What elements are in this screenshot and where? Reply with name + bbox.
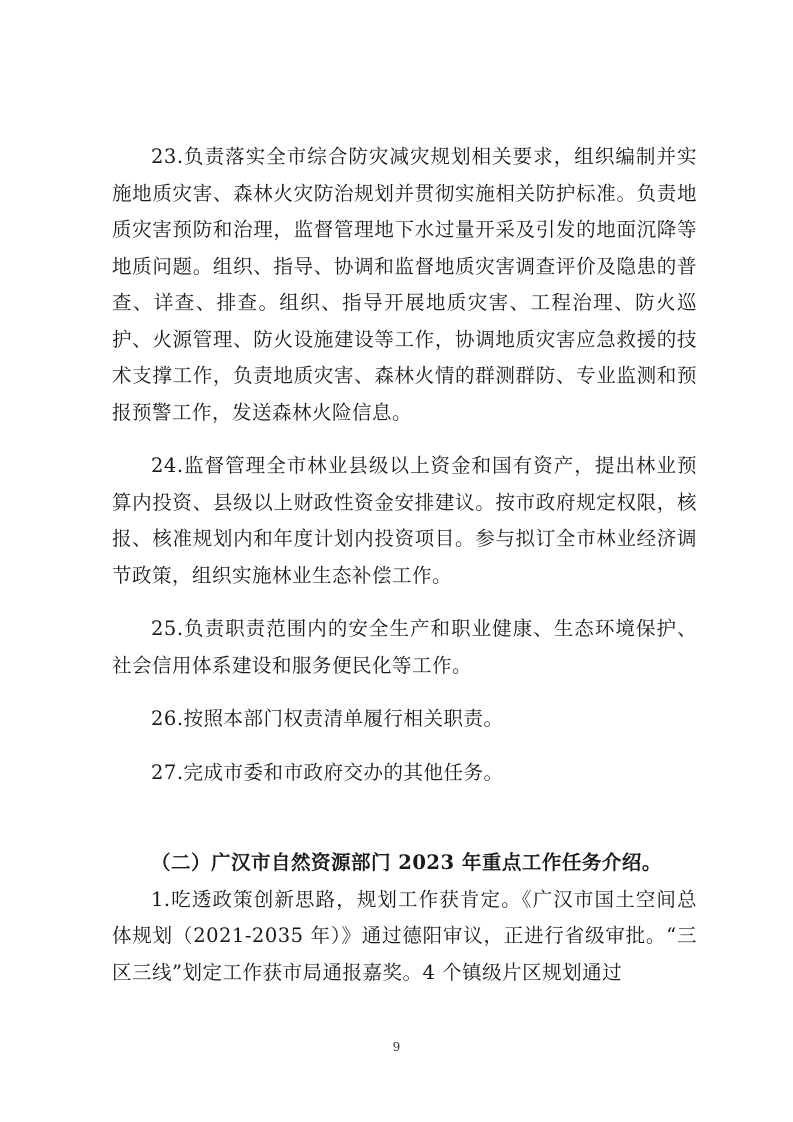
page-number: 9 bbox=[392, 1040, 401, 1054]
paragraph-item-27: 27.完成市委和市政府交办的其他任务。 bbox=[151, 760, 504, 784]
paragraph-item-26: 26.按照本部门权责清单履行相关职责。 bbox=[151, 707, 504, 730]
paragraph-item-24: 24.监督管理全市林业县级以上资金和国有资产，提出林业预算内投资、县级以上财政性资金安排建议。按市政府规定权限，核报、核准规划内和年度计划内投资项目。参与拟订全市林业经济调节政策，组织实施林业生态补偿工作。 bbox=[112, 454, 697, 587]
paragraph-item-23: 23.负责落实全市综合防灾减灾规划相关要求，组织编制并实施地质灾害、森林火灾防治规划并贯彻实施相关防护标准。负责地质灾害预防和治理，监督管理地下水过量开采及引发的地面沉降等地质问题。组织、指导、协调和监督地质灾害调查评价及隐患的普查、详查、排查。组织、指导开展地质灾害、工程治理、防火巡护、火源管理、防火设施建设等工作，协调地质灾害应急救援的技术支撑工作，负责地质灾害、森林火情的群测群防、专业监测和预报预警工作，发送森林火险信息。 bbox=[112, 145, 697, 424]
paragraph-item-25: 25.负责职责范围内的安全生产和职业健康、生态环境保护、社会信用体系建设和服务便民化等工作。 bbox=[112, 617, 697, 677]
page-body bbox=[112, 139, 697, 991]
section-heading: （二）广汉市自然资源部门 2023 年重点工作任务介绍。 bbox=[151, 851, 662, 874]
paragraph-task-1: 1.吃透政策创新思路，规划工作获肯定。《广汉市国土空间总体规划（2021-2035 年）》通过德阳审议，正进行省级审批。“三区三线”划定工作获市局通报嘉奖。4 个镇级片区规划通过 bbox=[112, 887, 697, 984]
